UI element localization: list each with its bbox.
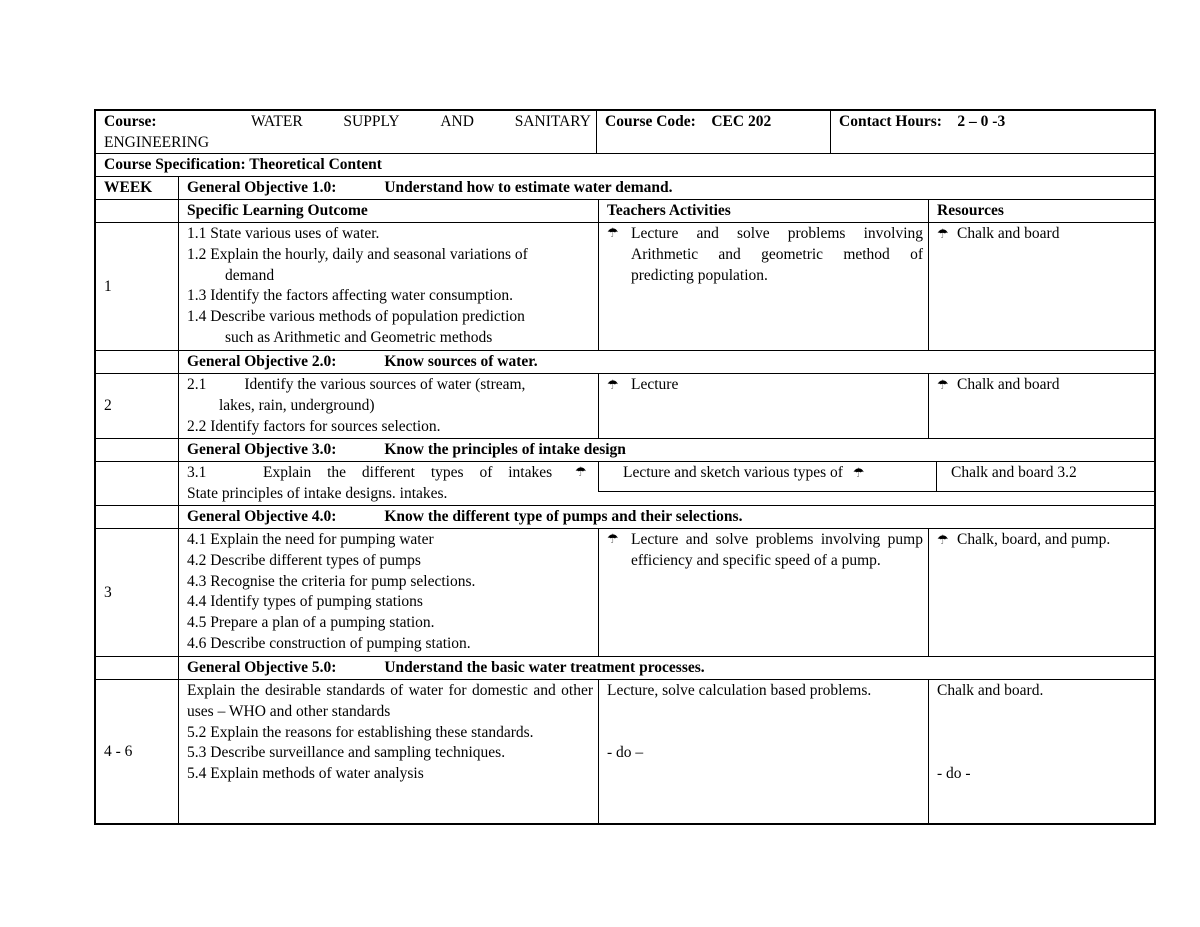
objective-2-heading <box>178 351 1154 373</box>
column-header-row <box>94 200 1156 223</box>
umbrella-icon: ☂ <box>937 533 949 548</box>
course-word-3: AND <box>440 113 474 130</box>
outcome-list <box>178 223 598 350</box>
outcome-item: 4.6 Describe construction of pumping station. <box>187 634 471 652</box>
teachers-text: Lecture <box>631 376 679 393</box>
resources-text: Chalk and board <box>957 225 1060 242</box>
teachers-text-2: - do – <box>607 744 644 762</box>
objective-text: Know sources of water. <box>384 353 538 370</box>
course-code-cell <box>596 111 830 153</box>
outcome-item: 3.1 Explain the different types of intakes ☂ <box>187 463 593 484</box>
outcome-item: 5.4 Explain methods of water analysis <box>187 765 424 783</box>
outcome-item: 1.4 Describe various methods of population prediction <box>187 308 525 326</box>
teachers-text: Lecture, solve calculation based problems. <box>607 682 872 699</box>
course-code-value: CEC 202 <box>711 113 772 130</box>
umbrella-icon: ☂ <box>937 378 949 393</box>
objective-3-heading <box>178 439 1154 461</box>
course-code-label: Course Code: <box>605 113 696 130</box>
teachers-text: Lecture and solve problems involving pump efficiency and specific speed of a pump. <box>631 531 923 569</box>
outcome-header: Specific Learning Outcome <box>178 200 598 222</box>
outcome-item: 4.4 Identify types of pumping stations <box>187 593 423 611</box>
outcome-item: 4.2 Describe different types of pumps <box>187 551 421 569</box>
outcome-list <box>178 374 598 438</box>
resources-cell <box>928 529 1154 656</box>
teachers-text: Lecture and solve problems involving Arithmetic and geometric method of predicting population. <box>631 225 923 284</box>
objective-4-heading <box>178 506 1154 528</box>
outcome-item: State principles of intake designs. intakes. <box>187 484 448 502</box>
course-name-line2: ENGINEERING <box>104 133 210 151</box>
umbrella-icon: ☂ <box>937 227 949 242</box>
objective-label: General Objective 2.0: <box>187 353 337 370</box>
outcome-item: 2.2 Identify factors for sources selection. <box>187 417 441 435</box>
outcome-item: 1.2 Explain the hourly, daily and seasonal variations of <box>187 245 528 263</box>
week-spacer <box>96 200 178 222</box>
week-4-6-row <box>94 680 1156 825</box>
outcome-item: Explain the desirable standards of water for domestic and other uses – WHO and other standards <box>187 682 593 720</box>
outcome-item: 5.3 Describe surveillance and sampling techniques. <box>187 744 506 762</box>
resources-cell <box>928 223 1154 350</box>
outcome-item: lakes, rain, underground) <box>219 396 375 414</box>
umbrella-icon: ☂ <box>852 466 865 481</box>
course-word-1: WATER <box>251 113 303 130</box>
week-spacer <box>96 351 178 373</box>
course-specification-table <box>94 109 1156 825</box>
outcome-list <box>178 680 598 823</box>
outcome-item: 4.5 Prepare a plan of a pumping station. <box>187 614 435 632</box>
week-3-row <box>94 529 1156 657</box>
week-spacer <box>96 462 178 505</box>
resources-cell <box>928 680 1154 823</box>
resources-text: Chalk, board, and pump. <box>957 531 1111 548</box>
umbrella-icon: ☂ <box>607 226 619 241</box>
week-2-row <box>94 374 1156 439</box>
objective-3-content-row <box>94 462 1156 506</box>
course-word-4: SANITARY <box>514 113 591 130</box>
objective-5-heading <box>178 657 1154 679</box>
course-label: Course: <box>104 113 157 130</box>
outcome-item: 4.1 Explain the need for pumping water <box>187 531 434 548</box>
outcome-item: 4.3 Recognise the criteria for pump selections. <box>187 572 476 590</box>
resources-text: Chalk and board. <box>937 682 1044 699</box>
contact-hours-value: 2 – 0 -3 <box>957 113 1006 130</box>
objective-4-row <box>94 506 1156 529</box>
teachers-header: Teachers Activities <box>598 200 928 222</box>
objective-1-heading <box>178 177 1154 199</box>
teachers-activity <box>598 462 936 492</box>
resources-header: Resources <box>928 200 1154 222</box>
objective-2-row <box>94 351 1156 374</box>
week-number: 1 <box>104 277 112 295</box>
teachers-activity <box>598 223 928 350</box>
objective-label: General Objective 5.0: <box>187 659 337 676</box>
week-number: 3 <box>104 583 112 601</box>
resources-cell <box>928 374 1154 438</box>
objective-label: General Objective 4.0: <box>187 508 337 525</box>
contact-hours-label: Contact Hours: <box>839 113 942 130</box>
objective-text: Understand how to estimate water demand. <box>384 179 673 196</box>
objective-text: Understand the basic water treatment processes. <box>384 659 705 676</box>
week-spacer <box>96 506 178 528</box>
objective-text: Know the principles of intake design <box>384 441 626 458</box>
teachers-activity <box>598 680 928 823</box>
umbrella-icon: ☂ <box>607 378 619 393</box>
objective-3-row <box>94 439 1156 462</box>
spec-title: Course Specification: Theoretical Content <box>104 156 382 173</box>
outcome-item: 2.1 Identify the various sources of water (stream, <box>187 376 526 393</box>
teachers-activity <box>598 374 928 438</box>
course-header-row <box>94 109 1156 154</box>
outcome-list <box>178 529 598 656</box>
objective-1-row <box>94 177 1156 200</box>
week-1-row <box>94 223 1156 351</box>
spec-title-row <box>94 154 1156 177</box>
outcome-item: such as Arithmetic and Geometric methods <box>225 328 493 346</box>
resources-text: Chalk and board <box>957 376 1060 393</box>
outcome-item: 1.1 State various uses of water. <box>187 225 380 242</box>
objective-5-row <box>94 657 1156 680</box>
resources-text-2: - do - <box>937 765 971 783</box>
course-name-cell <box>96 111 596 153</box>
objective-label: General Objective 3.0: <box>187 441 337 458</box>
course-word-2: SUPPLY <box>343 113 400 130</box>
week-number: 2 <box>104 397 112 415</box>
outcome-item: 1.3 Identify the factors affecting water consumption. <box>187 287 513 305</box>
objective-text: Know the different type of pumps and their selections. <box>384 508 743 525</box>
resources-text: Chalk and board 3.2 <box>951 464 1077 481</box>
umbrella-icon: ☂ <box>607 532 619 547</box>
teachers-activity <box>598 529 928 656</box>
outcome-item: 5.2 Explain the reasons for establishing these standards. <box>187 723 534 741</box>
contact-hours-cell <box>830 111 1154 153</box>
course-name-line1 <box>251 112 591 133</box>
week-header: WEEK <box>104 179 153 196</box>
teachers-text: Lecture and sketch various types of <box>623 464 843 481</box>
outcome-list <box>178 462 598 505</box>
resources-cell <box>936 462 1154 492</box>
umbrella-icon: ☂ <box>575 465 587 480</box>
week-spacer <box>96 657 178 679</box>
week-spacer <box>96 439 178 461</box>
outcome-item: demand <box>225 266 275 284</box>
objective-label: General Objective 1.0: <box>187 179 337 196</box>
week-number: 4 - 6 <box>104 742 133 760</box>
